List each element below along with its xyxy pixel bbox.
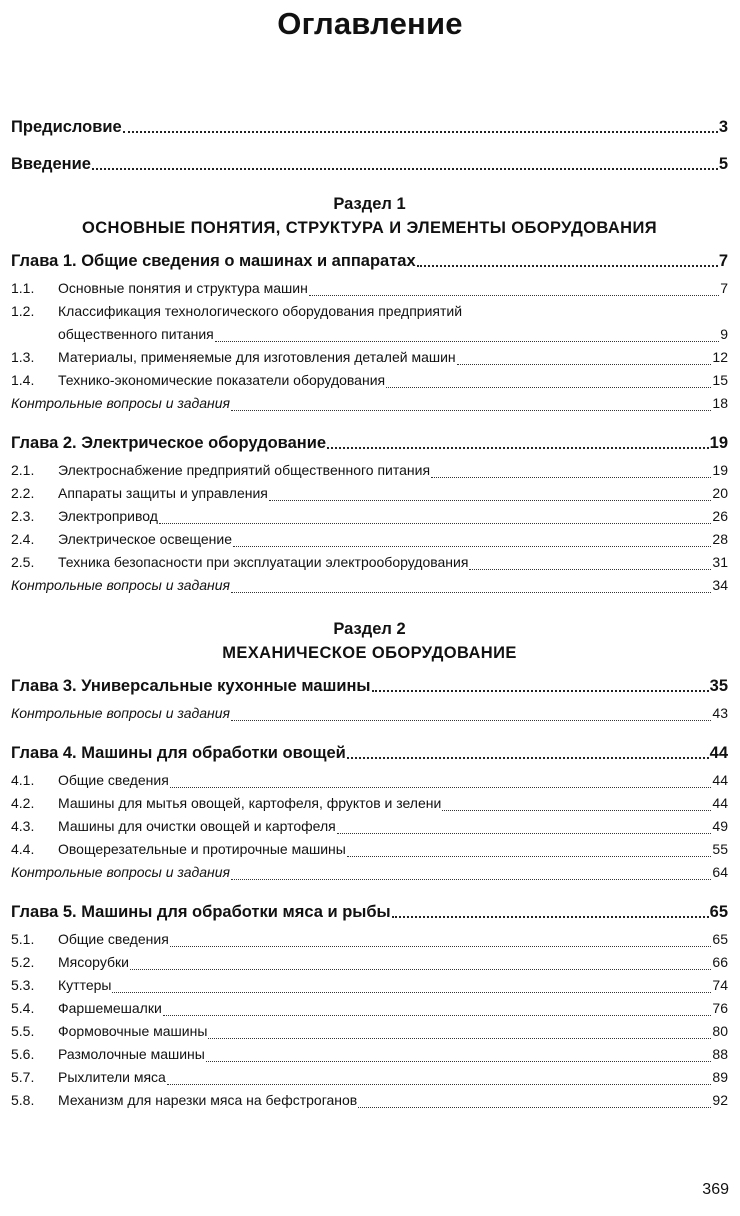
- chapter-page: 7: [718, 252, 728, 270]
- toc-item[interactable]: [11, 551, 728, 574]
- item-number: 5.7.: [11, 1069, 35, 1085]
- item-text: Мясорубки: [58, 954, 129, 970]
- toc-item[interactable]: [11, 277, 728, 300]
- leader-dots: [130, 968, 711, 970]
- chapter-page: 65: [709, 903, 728, 921]
- leader-dots: [231, 878, 711, 880]
- item-page: 65: [712, 931, 728, 947]
- toc-item[interactable]: [11, 528, 728, 551]
- item-number: 1.1.: [11, 280, 35, 296]
- item-page: 19: [712, 462, 728, 478]
- item-text: Техника безопасности при эксплуатации электрооборудования: [58, 554, 469, 570]
- quiz-text: Контрольные вопросы и задания: [11, 705, 231, 721]
- toc-chapter-5[interactable]: [11, 903, 728, 922]
- leader-dots: [167, 1083, 712, 1085]
- item-text: Овощерезательные и протирочные машины: [58, 841, 346, 857]
- item-number: 5.8.: [11, 1092, 35, 1108]
- item-number: 5.5.: [11, 1023, 35, 1039]
- chapter-page: 35: [709, 677, 728, 695]
- item-page: 20: [712, 485, 728, 501]
- quiz-text: Контрольные вопросы и задания: [11, 577, 231, 593]
- item-text-continued: общественного питания: [58, 326, 214, 342]
- leader-dots: [206, 1060, 712, 1062]
- toc-item[interactable]: [11, 928, 728, 951]
- leader-dots: [392, 915, 709, 918]
- item-page: 92: [712, 1092, 728, 1108]
- leader-dots: [231, 409, 711, 411]
- toc-item[interactable]: [11, 505, 728, 528]
- item-page: 44: [712, 795, 728, 811]
- quiz-page: 34: [712, 577, 728, 593]
- item-page: 9: [720, 326, 728, 342]
- leader-dots: [123, 130, 718, 133]
- toc-chapter-1[interactable]: [11, 252, 728, 271]
- item-number: 2.4.: [11, 531, 35, 547]
- leader-dots: [159, 522, 711, 524]
- leader-dots: [170, 786, 712, 788]
- item-text: Машины для очистки овощей и картофеля: [58, 818, 336, 834]
- item-text: Электрическое освещение: [58, 531, 233, 547]
- item-text: Аппараты защиты и управления: [58, 485, 268, 501]
- section-heading-2: [11, 617, 728, 665]
- toc-item[interactable]: [11, 459, 728, 482]
- item-text: Электропривод: [58, 508, 158, 524]
- quiz-text: Контрольные вопросы и задания: [11, 395, 231, 411]
- toc-item[interactable]: [11, 769, 728, 792]
- toc-quiz[interactable]: [11, 392, 728, 415]
- toc-item[interactable]: [11, 1020, 728, 1043]
- item-text: Технико-экономические показатели оборудования: [58, 372, 386, 388]
- toc-item[interactable]: [11, 792, 728, 815]
- item-text: Общие сведения: [58, 772, 169, 788]
- toc-list: [11, 118, 728, 1112]
- item-page: 26: [712, 508, 728, 524]
- item-page: 28: [712, 531, 728, 547]
- toc-entry-page: 3: [718, 118, 728, 136]
- chapter-title: Глава 4. Машины для обработки овощей: [11, 744, 346, 762]
- leader-dots: [337, 832, 712, 834]
- item-number: 5.6.: [11, 1046, 35, 1062]
- leader-dots: [233, 545, 711, 547]
- item-page: 88: [712, 1046, 728, 1062]
- toc-item[interactable]: [11, 951, 728, 974]
- toc-entry-page: 5: [718, 155, 728, 173]
- item-number: 5.1.: [11, 931, 35, 947]
- item-text: Механизм для нарезки мяса на бефстроганов: [58, 1092, 358, 1108]
- chapter-page: 44: [709, 744, 728, 762]
- item-text: Электроснабжение предприятий общественного питания: [58, 462, 431, 478]
- toc-item[interactable]: [11, 1043, 728, 1066]
- toc-item[interactable]: [11, 1066, 728, 1089]
- item-text: Основные понятия и структура машин: [58, 280, 308, 296]
- item-text: Классификация технологического оборудования предприятий: [58, 303, 463, 319]
- item-number: 4.1.: [11, 772, 35, 788]
- item-page: 80: [712, 1023, 728, 1039]
- quiz-page: 18: [712, 395, 728, 411]
- leader-dots: [442, 809, 711, 811]
- item-number: 5.2.: [11, 954, 35, 970]
- toc-front-preface[interactable]: [11, 118, 728, 137]
- item-number: 5.4.: [11, 1000, 35, 1016]
- item-page: 15: [712, 372, 728, 388]
- leader-dots: [327, 446, 709, 449]
- leader-dots: [457, 363, 712, 365]
- item-number: 4.2.: [11, 795, 35, 811]
- item-page: 31: [712, 554, 728, 570]
- leader-dots: [163, 1014, 712, 1016]
- item-page: 55: [712, 841, 728, 857]
- item-number: 2.1.: [11, 462, 35, 478]
- quiz-page: 64: [712, 864, 728, 880]
- toc-entry-text: Введение: [11, 155, 91, 173]
- item-number: 4.3.: [11, 818, 35, 834]
- toc-item[interactable]: [11, 997, 728, 1020]
- toc-chapter-3[interactable]: [11, 677, 728, 696]
- leader-dots: [358, 1106, 711, 1108]
- toc-quiz[interactable]: [11, 702, 728, 725]
- section-label: Раздел 1: [333, 195, 406, 213]
- toc-front-intro[interactable]: [11, 155, 728, 174]
- leader-dots: [112, 991, 711, 993]
- toc-title: Оглавление: [277, 6, 463, 41]
- leader-dots: [347, 855, 712, 857]
- item-page: 44: [712, 772, 728, 788]
- leader-dots: [347, 756, 709, 759]
- quiz-text: Контрольные вопросы и задания: [11, 864, 231, 880]
- leader-dots: [469, 568, 711, 570]
- toc-item[interactable]: [11, 838, 728, 861]
- section-label: Раздел 2: [333, 620, 406, 638]
- section-title: ОСНОВНЫЕ ПОНЯТИЯ, СТРУКТУРА И ЭЛЕМЕНТЫ ОБОРУДОВАНИЯ: [81, 219, 658, 237]
- toc-item[interactable]: [11, 482, 728, 505]
- item-number: 2.5.: [11, 554, 35, 570]
- item-number: 1.4.: [11, 372, 35, 388]
- item-text: Общие сведения: [58, 931, 169, 947]
- leader-dots: [92, 167, 718, 170]
- item-number: 1.3.: [11, 349, 35, 365]
- toc-quiz[interactable]: [11, 574, 728, 597]
- item-number: 4.4.: [11, 841, 35, 857]
- item-text: Формовочные машины: [58, 1023, 208, 1039]
- item-number: 1.2.: [11, 303, 35, 319]
- toc-chapter-4[interactable]: [11, 744, 728, 763]
- item-page: 7: [720, 280, 728, 296]
- toc-item[interactable]: [11, 346, 728, 369]
- leader-dots: [372, 689, 709, 692]
- chapter-title: Глава 1. Общие сведения о машинах и аппаратах: [11, 252, 416, 270]
- item-text: Материалы, применяемые для изготовления деталей машин: [58, 349, 456, 365]
- toc-item[interactable]: [11, 1089, 728, 1112]
- toc-item[interactable]: [11, 974, 728, 997]
- leader-dots: [215, 340, 719, 342]
- chapter-title: Глава 3. Универсальные кухонные машины: [11, 677, 371, 695]
- leader-dots: [231, 591, 711, 593]
- item-text: Фаршемешалки: [58, 1000, 162, 1016]
- section-title: МЕХАНИЧЕСКОЕ ОБОРУДОВАНИЕ: [222, 644, 517, 662]
- item-text: Машины для мытья овощей, картофеля, фруктов и зелени: [58, 795, 442, 811]
- page-number: 369: [702, 1181, 729, 1198]
- leader-dots: [431, 476, 711, 478]
- chapter-page: 19: [709, 434, 728, 452]
- leader-dots: [386, 386, 711, 388]
- toc-item[interactable]: [11, 300, 728, 346]
- item-page: 89: [712, 1069, 728, 1085]
- toc-entry-text: Предисловие: [11, 118, 122, 136]
- item-page: 12: [712, 349, 728, 365]
- item-number: 5.3.: [11, 977, 35, 993]
- chapter-title: Глава 5. Машины для обработки мяса и рыбы: [11, 903, 391, 921]
- leader-dots: [170, 945, 712, 947]
- item-text: Размолочные машины: [58, 1046, 205, 1062]
- toc-quiz[interactable]: [11, 861, 728, 884]
- item-page: 74: [712, 977, 728, 993]
- chapter-title: Глава 2. Электрическое оборудование: [11, 434, 327, 452]
- quiz-page: 43: [712, 705, 728, 721]
- section-heading-1: [11, 192, 728, 240]
- leader-dots: [208, 1037, 711, 1039]
- item-page: 49: [712, 818, 728, 834]
- item-number: 2.2.: [11, 485, 35, 501]
- leader-dots: [417, 264, 718, 267]
- item-page: 76: [712, 1000, 728, 1016]
- toc-item[interactable]: [11, 815, 728, 838]
- item-number: 2.3.: [11, 508, 35, 524]
- leader-dots: [231, 719, 711, 721]
- item-text: Рыхлители мяса: [58, 1069, 166, 1085]
- toc-item[interactable]: [11, 369, 728, 392]
- leader-dots: [269, 499, 712, 501]
- item-page: 66: [712, 954, 728, 970]
- item-text: Куттеры: [58, 977, 112, 993]
- leader-dots: [309, 294, 719, 296]
- toc-chapter-2[interactable]: [11, 434, 728, 453]
